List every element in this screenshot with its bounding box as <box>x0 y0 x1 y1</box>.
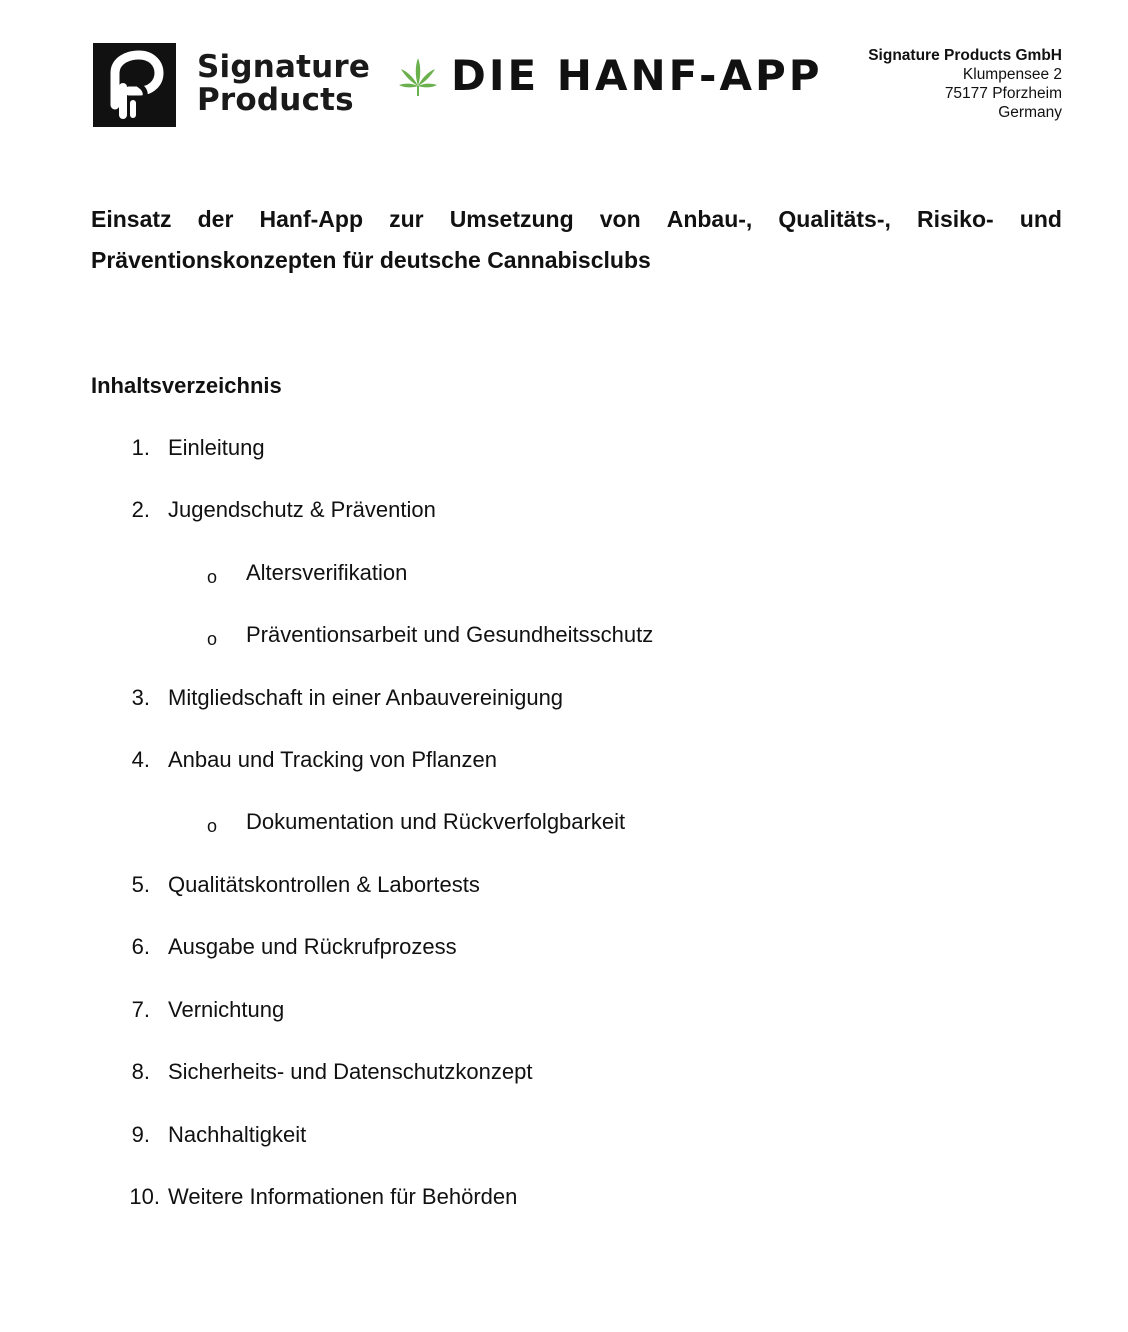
title-word: Hanf-App <box>259 206 363 232</box>
toc-item <box>0 683 700 713</box>
title-word: von <box>599 206 641 232</box>
title-word: Einsatz <box>91 206 172 232</box>
toc-label: Anbau und Tracking von Pflanzen <box>168 747 498 772</box>
toc-number: 2. <box>131 497 150 522</box>
toc-label: Jugendschutz & Prävention <box>168 497 436 522</box>
toc-number: 10. <box>129 1184 160 1209</box>
signature-products-logo-icon <box>93 43 176 127</box>
address-city: 75177 Pforzheim <box>944 85 1062 102</box>
toc-item <box>0 1182 700 1212</box>
toc-label: Qualitätskontrollen & Labortests <box>168 872 480 897</box>
toc-label: Einleitung <box>168 435 265 460</box>
toc-item <box>0 932 700 962</box>
toc-label: Mitgliedschaft in einer Anbauvereinigung <box>168 685 564 710</box>
toc-subitem <box>0 620 760 650</box>
toc-number: 9. <box>131 1122 150 1147</box>
toc-number: 3. <box>131 685 150 710</box>
toc-label: Nachhaltigkeit <box>168 1122 307 1147</box>
title-word: Anbau-, <box>666 206 753 232</box>
toc-subitem <box>0 807 760 837</box>
company-address <box>868 46 1062 122</box>
toc-label: Vernichtung <box>168 997 285 1022</box>
toc-label: Altersverifikation <box>246 560 408 585</box>
app-title: DIE HANF-APP <box>451 51 823 100</box>
address-country: Germany <box>998 104 1062 121</box>
circle-bullet-icon: o <box>207 816 218 836</box>
toc-number: 8. <box>131 1059 150 1084</box>
address-street: Klumpensee 2 <box>962 66 1062 83</box>
title-word: und <box>1019 206 1062 232</box>
toc-label: Dokumentation und Rückverfolgbarkeit <box>246 809 626 834</box>
title-word: Umsetzung <box>449 206 574 232</box>
toc-label: Präventionsarbeit und Gesundheitsschutz <box>246 622 654 647</box>
title-line1 <box>91 199 1062 240</box>
toc-item <box>0 495 700 525</box>
toc-item <box>0 1120 700 1150</box>
title-word: Risiko- <box>916 206 994 232</box>
brand-line2: Products <box>197 82 354 118</box>
toc-number: 6. <box>131 934 150 959</box>
toc-item <box>0 995 700 1025</box>
toc-label: Sicherheits- und Datenschutzkonzept <box>168 1059 533 1084</box>
toc-number: 4. <box>131 747 150 772</box>
brand-wordmark <box>197 51 370 117</box>
circle-bullet-icon: o <box>207 629 218 649</box>
title-line2: Präventionskonzepten für deutsche Cannabisclubs <box>91 247 651 273</box>
toc-label: Weitere Informationen für Behörden <box>168 1184 518 1209</box>
circle-bullet-icon: o <box>207 567 218 587</box>
toc-number: 5. <box>131 872 150 897</box>
document-title <box>91 199 1062 281</box>
toc-subitem <box>0 558 760 588</box>
toc-item <box>0 745 700 775</box>
title-word: zur <box>389 206 424 232</box>
brand-line1: Signature <box>197 49 371 85</box>
toc-item <box>0 870 700 900</box>
title-word: der <box>197 206 234 232</box>
toc-label: Ausgabe und Rückrufprozess <box>168 934 457 959</box>
hemp-leaf-icon <box>398 56 438 98</box>
toc-heading: Inhaltsverzeichnis <box>91 373 282 398</box>
toc-item <box>0 1057 700 1087</box>
title-word: Qualitäts-, <box>778 206 891 232</box>
toc-item <box>0 433 700 463</box>
toc-number: 7. <box>131 997 150 1022</box>
toc-number: 1. <box>131 435 150 460</box>
company-name: Signature Products GmbH <box>868 47 1062 64</box>
